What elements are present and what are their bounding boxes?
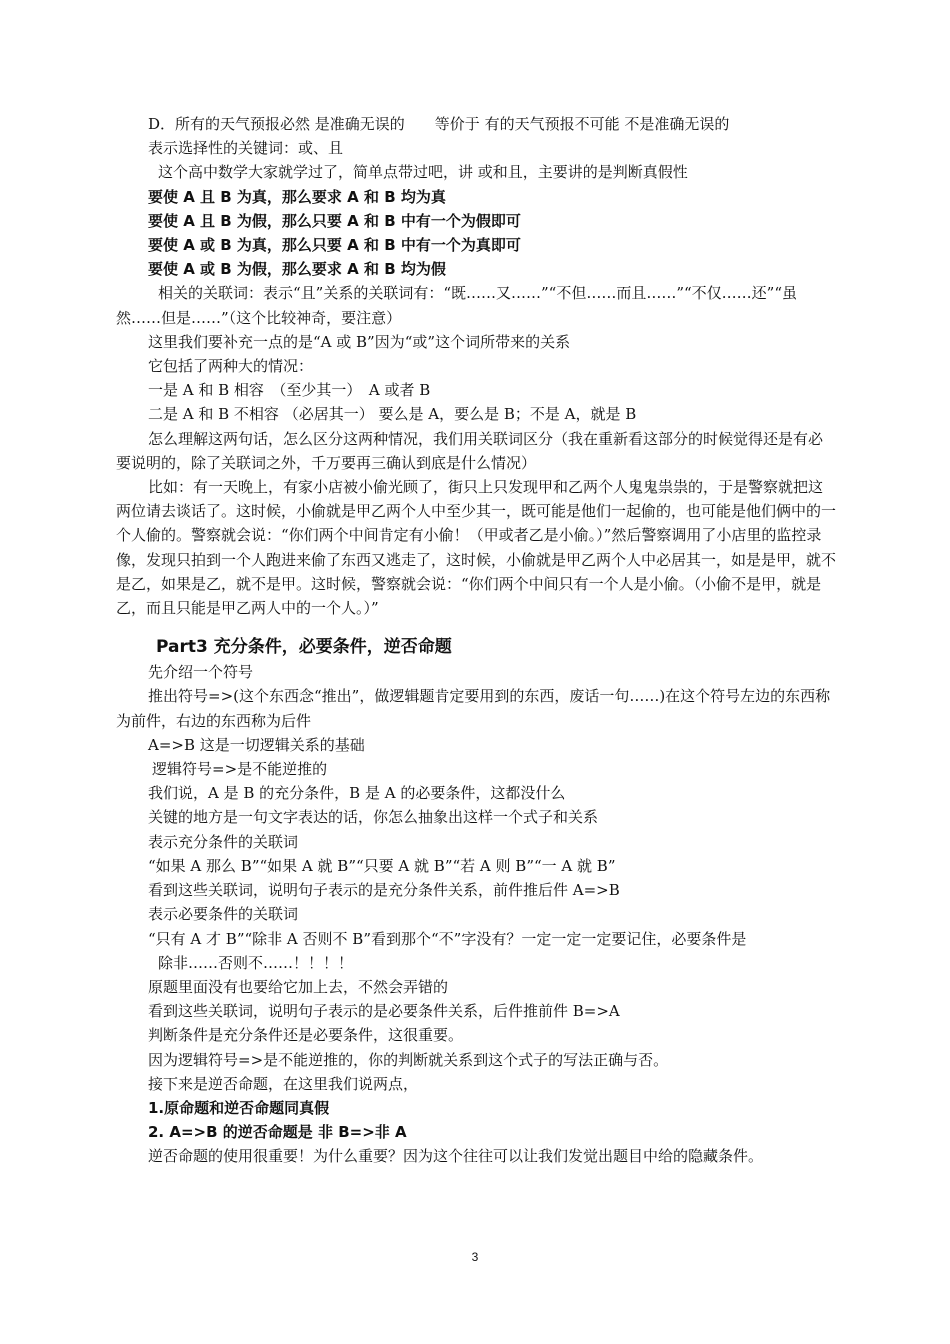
paragraph: “如果 A 那么 B”“如果 A 就 B”“只要 A 就 B”“若 A 则 B”“一 A 就 B” (148, 856, 616, 875)
paragraph: 2. A=>B 的逆否命题是 非 B=>非 A (148, 1123, 407, 1142)
paragraph: 相关的关联词：表示“且”关系的关联词有：“既……又……”“不但……而且……”“不仅……还”“虽然……但是……”（这个比较神奇，要注意） (116, 284, 798, 327)
paragraph: 1.原命题和逆否命题同真假 (148, 1098, 330, 1117)
paragraph: 一是 A 和 B 相容 （至少其一） A 或者 B (148, 381, 431, 400)
paragraph: 比如：有一天晚上，有家小店被小偷光顾了，街只上只发现甲和乙两个人鬼鬼祟祟的，于是警察就把这两位请去谈话了。这时候，小偷就是甲乙两个人中至少其一，既可能是他们一起偷的，也可能是他们俩中的一个人偷的。警察就会说：“你们两个中间肯定有小偷！（甲或者乙是小偷。）”然后警察调用了小店里的监控录像，发现只拍到一个人跑进来偷了东西又逃走了，这时候，小偷就是甲乙两个人中必居其一，如是是甲，就不是乙，如果是乙，就不是甲。这时候，警察就会说：“你们两个中间只有一个人是小偷。（小偷不是甲，就是乙，而且只能是甲乙两人中的一个人。）” (116, 478, 837, 618)
paragraph: 我们说，A 是 B 的充分条件，B 是 A 的必要条件，这都没什么 (148, 784, 566, 803)
paragraph: 要使 A 或 B 为假，那么要求 A 和 B 均为假 (148, 260, 446, 279)
paragraph: 除非……否则不……！！！！ (158, 953, 354, 972)
paragraph: 二是 A 和 B 不相容 （必居其一） 要么是 A，要么是 B；不是 A，就是 B (148, 405, 637, 424)
document-body (116, 112, 836, 1169)
paragraph: 推出符号=>(这个东西念“推出”，做逻辑题肯定要用到的东西，废话一句……)在这个符号左边的东西称为前件，右边的东西称为后件 (116, 687, 831, 730)
paragraph: 判断条件是充分条件还是必要条件，这很重要。 (148, 1026, 464, 1045)
page-number: 3 (471, 1250, 479, 1264)
paragraph: 先介绍一个符号 (148, 663, 254, 682)
paragraph: A=>B 这是一切逻辑关系的基础 (148, 735, 365, 754)
paragraph: 表示充分条件的关联词 (148, 832, 299, 851)
paragraph: 它包括了两种大的情况： (148, 357, 314, 376)
paragraph: 接下来是逆否命题，在这里我们说两点， (148, 1074, 419, 1093)
paragraph: 怎么理解这两句话，怎么区分这两种情况，我们用关联词区分（我在重新看这部分的时候觉得还是有必要说明的，除了关联词之外，千万要再三确认到底是什么情况） (116, 429, 824, 472)
paragraph: 因为逻辑符号=>是不能逆推的，你的判断就关系到这个式子的写法正确与否。 (148, 1050, 669, 1069)
paragraph: 要使 A 且 B 为假，那么只要 A 和 B 中有一个为假即可 (148, 211, 521, 230)
paragraph: 逻辑符号=>是不能逆推的 (152, 760, 328, 779)
paragraph: 这个高中数学大家就学过了，简单点带过吧，讲 或和且，主要讲的是判断真假性 (158, 163, 688, 182)
paragraph: 表示选择性的关键词：或、且 (148, 139, 344, 158)
paragraph: 表示必要条件的关联词 (148, 905, 299, 924)
paragraph: 看到这些关联词，说明句子表示的是充分条件关系，前件推后件 A=>B (148, 881, 620, 900)
paragraph: 逆否命题的使用很重要！为什么重要？因为这个往往可以让我们发觉出题目中给的隐藏条件。 (148, 1147, 764, 1166)
paragraph: 这里我们要补充一点的是“A 或 B”因为“或”这个词所带来的关系 (148, 332, 571, 351)
paragraph: 原题里面没有也要给它加上去，不然会弄错的 (148, 977, 449, 996)
paragraph: 要使 A 或 B 为真，那么只要 A 和 B 中有一个为真即可 (148, 236, 521, 255)
section-heading: Part3 充分条件，必要条件，逆否命题 (156, 637, 452, 658)
paragraph: 看到这些关联词，说明句子表示的是必要条件关系，后件推前件 B=>A (148, 1002, 620, 1021)
paragraph: 要使 A 且 B 为真，那么要求 A 和 B 均为真 (148, 187, 446, 206)
paragraph: D．所有的天气预报必然 是准确无误的 等价于 有的天气预报不可能 不是准确无误的 (148, 115, 730, 133)
paragraph: 关键的地方是一句文字表达的话，你怎么抽象出这样一个式子和关系 (148, 808, 599, 827)
paragraph: “只有 A 才 B”“除非 A 否则不 B”看到那个“不”字没有？一定一定一定要记住，必要条件是 (148, 929, 747, 948)
